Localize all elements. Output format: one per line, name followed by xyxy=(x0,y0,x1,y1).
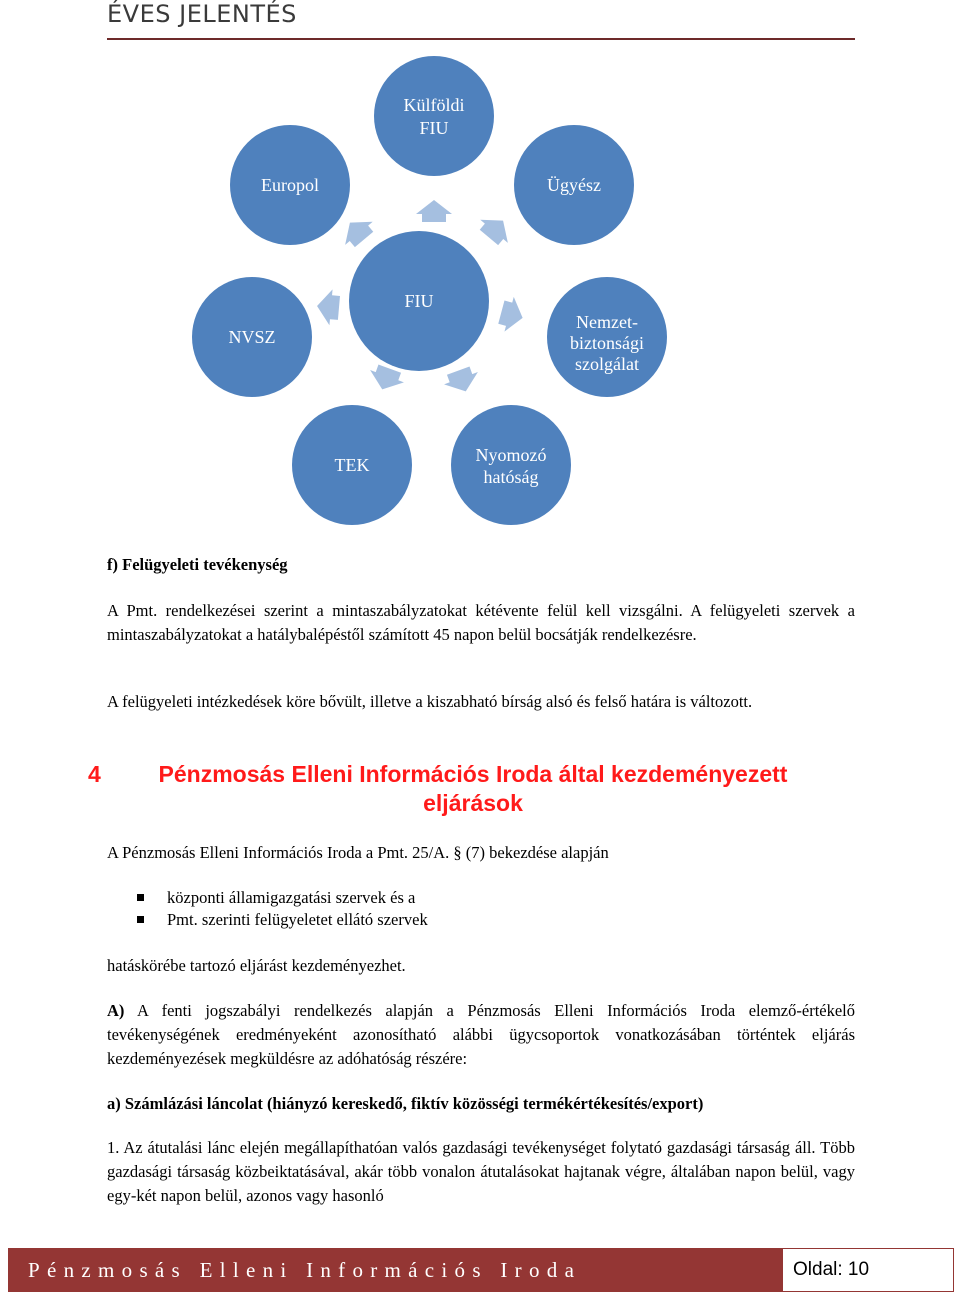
footer-bar xyxy=(8,1248,782,1292)
section-f-heading: f) Felügyeleti tevékenység xyxy=(107,555,288,574)
after-bullets-text: hatáskörébe tartozó eljárást kezdeményezhet. xyxy=(107,956,406,975)
bullet-square-icon xyxy=(137,916,144,923)
svg-text:szolgálat: szolgálat xyxy=(575,354,639,374)
section-f-paragraph-2: A felügyeleti intézkedések köre bővült, illetve a kiszabható bírság alsó és felső határa is változott. xyxy=(107,692,753,711)
svg-text:Nemzet-: Nemzet- xyxy=(576,312,638,332)
list-item-text: Pmt. szerinti felügyeletet ellátó szervek xyxy=(167,910,428,929)
svg-text:Ügyész: Ügyész xyxy=(547,175,601,195)
svg-text:biztonsági: biztonsági xyxy=(570,333,644,353)
arrow-icon xyxy=(497,295,528,335)
arrow-icon xyxy=(416,200,452,222)
node-fiu-center xyxy=(349,231,489,371)
header-title: ÉVES JELENTÉS xyxy=(107,0,297,28)
node-nyomozo-hatosag xyxy=(451,405,571,525)
svg-text:NVSZ: NVSZ xyxy=(228,327,276,347)
paragraph-a-label: A) xyxy=(107,1001,125,1020)
svg-text:FIU: FIU xyxy=(419,118,449,138)
section-f-paragraph-1: A Pmt. rendelkezései szerint a mintaszabályzatokat kétévente felül kell vizsgálni. A felügyeleti szervek a mintaszabályzatokat a hatálybalépéstől számított 45 napon belül bocsátják rendelkezésre. xyxy=(107,601,855,644)
arrow-icon xyxy=(441,365,482,398)
bullet-square-icon xyxy=(137,894,144,901)
node-tek xyxy=(292,405,412,525)
list-item-text: központi államigazgatási szervek és a xyxy=(167,888,416,907)
svg-text:Europol: Europol xyxy=(261,175,319,195)
arrow-icon xyxy=(475,209,517,249)
cooperation-diagram xyxy=(0,0,960,540)
node-europol xyxy=(230,125,350,245)
sub-heading: a) Számlázási láncolat (hiányzó kereskedő, fiktív közösségi termékértékesítés/export) xyxy=(107,1094,704,1113)
chapter-title-line-2: eljárások xyxy=(423,790,523,816)
node-ugyesz xyxy=(514,125,634,245)
footer-org: Pénzmosás Elleni Információs Iroda xyxy=(28,1258,582,1282)
chapter-heading xyxy=(88,760,858,818)
svg-text:Nyomozó: Nyomozó xyxy=(475,445,547,465)
page-number: Oldal: 10 xyxy=(793,1259,870,1280)
node-kulfoldi-fiu xyxy=(374,56,494,176)
arrow-icon xyxy=(315,288,340,326)
page-number-box xyxy=(782,1248,954,1292)
chapter-title-line-1: Pénzmosás Elleni Információs Iroda által kezdeményezett xyxy=(158,761,788,787)
page-footer xyxy=(0,1248,960,1295)
arrow-icon xyxy=(336,211,378,251)
chapter-number: 4 xyxy=(88,761,101,787)
svg-text:hatóság: hatóság xyxy=(483,467,539,487)
svg-text:TEK: TEK xyxy=(334,455,370,475)
svg-text:Külföldi: Külföldi xyxy=(403,95,465,115)
svg-text:FIU: FIU xyxy=(404,291,434,311)
node-nemzetbiztonsagi xyxy=(547,277,667,397)
paragraph-a-text: A fenti jogszabályi rendelkezés alapján a Pénzmosás Elleni Információs Iroda elemző-értékelő tevékenységének eredményeként azonosítható alábbi ügycsoportok vonatkozásában történtek eljárás kezdeményezések megküldésre az adóhatóság részére: xyxy=(107,1001,856,1068)
node-nvsz xyxy=(192,277,312,397)
paragraph-a xyxy=(107,999,855,1071)
paragraph-1: 1. Az átutalási lánc elején megállapíthatóan valós gazdasági tevékenységet folytató gazdasági társaság áll. Több gazdasági társaság közbeiktatásával, akár több vonalon átutalásokat hajtanak végre, általában napon belül, vagy egy-két napon belül, azonos vagy hasonló xyxy=(107,1138,855,1205)
chapter-intro: A Pénzmosás Elleni Információs Iroda a Pmt. 25/A. § (7) bekezdése alapján xyxy=(107,843,609,862)
